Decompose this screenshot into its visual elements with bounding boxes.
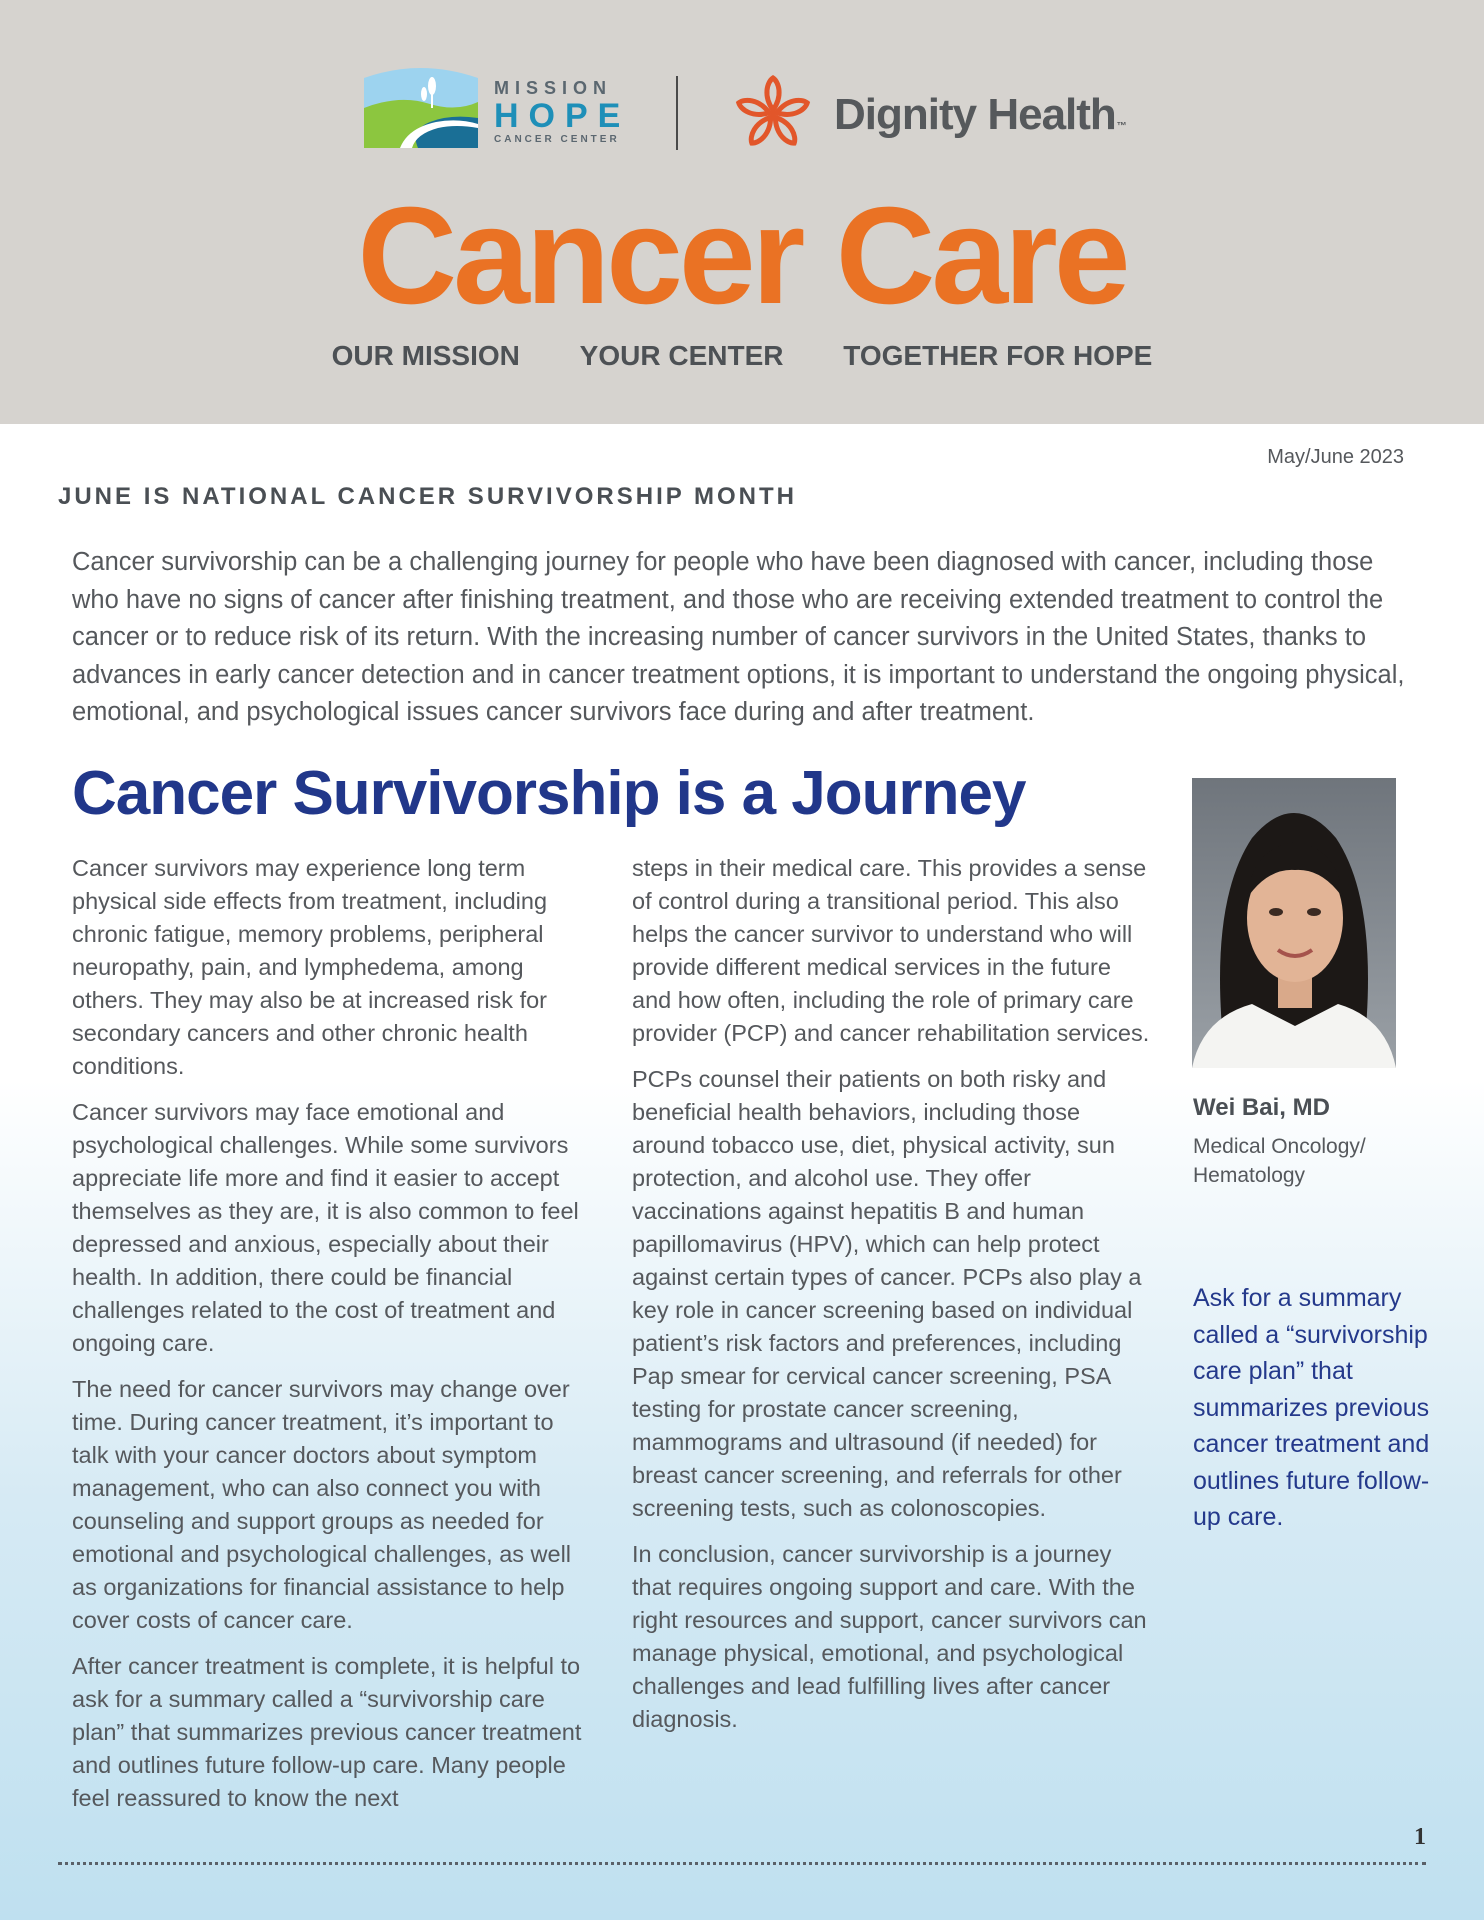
logo-divider [676,76,678,150]
logo-hope-text: HOPE [494,97,631,135]
mission-hope-landscape-icon [360,64,482,148]
issue-date: May/June 2023 [1267,446,1404,468]
article-paragraph: The need for cancer survivors may change over time. During cancer treatment, it’s important to talk with your cancer doctors about symptom management, who can also connect you with counseling and support groups as needed for emotional and psychological challenges, as well as organizations for financial assistance to help cover costs of cancer care. [72,1376,572,1633]
article-paragraph: PCPs counsel their patients on both risky and beneficial health behaviors, including those around tobacco use, diet, physical activity, sun protection, and alcohol use. They offer vaccinations against hepatitis B and human papillomavirus (HPV), which can help protect against certain types of cancer. PCPs also play a key role in cancer screening based on individual patient’s risk factors and preferences, including Pap smear for cervical cancer screening, PSA testing for prostate cancer screening, mammograms and ultrasound (if needed) for breast cancer screening, and referrals for other screening tests, such as colonoscopies. [632,1066,1142,1521]
section-label: JUNE IS NATIONAL CANCER SURVIVORSHIP MONTH [58,483,797,510]
dignity-health-name: Dignity Health [834,90,1116,139]
doctor-photo [1192,778,1396,1068]
tagline [0,340,1484,372]
article-paragraph: After cancer treatment is complete, it is helpful to ask for a summary called a “survivorship care plan” that summarizes previous cancer treatment and outlines future follow-up care. Many people feel reassured to know the next [72,1653,582,1811]
doctor-name: Wei Bai, MD [1193,1094,1330,1121]
page-number: 1 [1414,1824,1426,1850]
mission-hope-logo [360,64,631,154]
tagline-item: OUR MISSION [331,340,520,371]
trademark-symbol: ™ [1116,121,1126,132]
logo-cancer-center-text: CANCER CENTER [494,134,620,145]
doctor-portrait-image [1192,778,1396,1068]
pull-quote: Ask for a summary called a “survivorship care plan” that summarizes previous cancer treatment and outlines future follow-up care. [1193,1284,1430,1531]
footer-dotted-divider [58,1862,1426,1865]
article-paragraph: steps in their medical care. This provides a sense of control during a transitional period. This also helps the cancer survivor to understand who will provide different medical services in the future and how often, including the role of primary care provider (PCP) and cancer rehabilitation services. [632,855,1150,1046]
tagline-item: TOGETHER FOR HOPE [843,340,1153,371]
logo-mission-text: MISSION [494,78,613,98]
masthead [0,0,1484,424]
dignity-health-flower-icon [730,72,816,152]
article-paragraph: Cancer survivors may face emotional and psychological challenges. While some survivors appreciate life more and find it easier to accept themselves as they are, it is also common to feel depressed and anxious, especially about their health. In addition, there could be financial challenges related to the cost of treatment and ongoing care. [72,1099,579,1356]
article-column-left [72,852,592,1828]
intro-paragraph: Cancer survivorship can be a challenging journey for people who have been diagnosed with cancer, including those who have no signs of cancer after finishing treatment, and those who are receiving extended treatment to control the cancer or to reduce risk of its return. With the increasing number of cancer survivors in the United States, thanks to advances in early cancer detection and in cancer treatment options, it is important to understand the ongoing physical, emotional, and psychological issues cancer survivors face during and after treatment. [72,548,1405,726]
doctor-specialty: Medical Oncology/ Hematology [1193,1135,1366,1187]
article-headline: Cancer Survivorship is a Journey [72,759,1026,828]
article-paragraph: Cancer survivors may experience long term physical side effects from treatment, including chronic fatigue, memory problems, peripheral neuropathy, pain, and lymphedema, among others. They may also be at increased risk for secondary cancers and other chronic health conditions. [72,855,548,1079]
dignity-health-logo [730,72,1130,154]
article-paragraph: In conclusion, cancer survivorship is a journey that requires ongoing support and care. With the right resources and support, cancer survivors can manage physical, emotional, and psychological challenges and lead fulfilling lives after cancer diagnosis. [632,1541,1147,1732]
tagline-item: YOUR CENTER [579,340,784,371]
newsletter-title: Cancer Care [357,179,1127,333]
article-column-right [632,852,1152,1749]
